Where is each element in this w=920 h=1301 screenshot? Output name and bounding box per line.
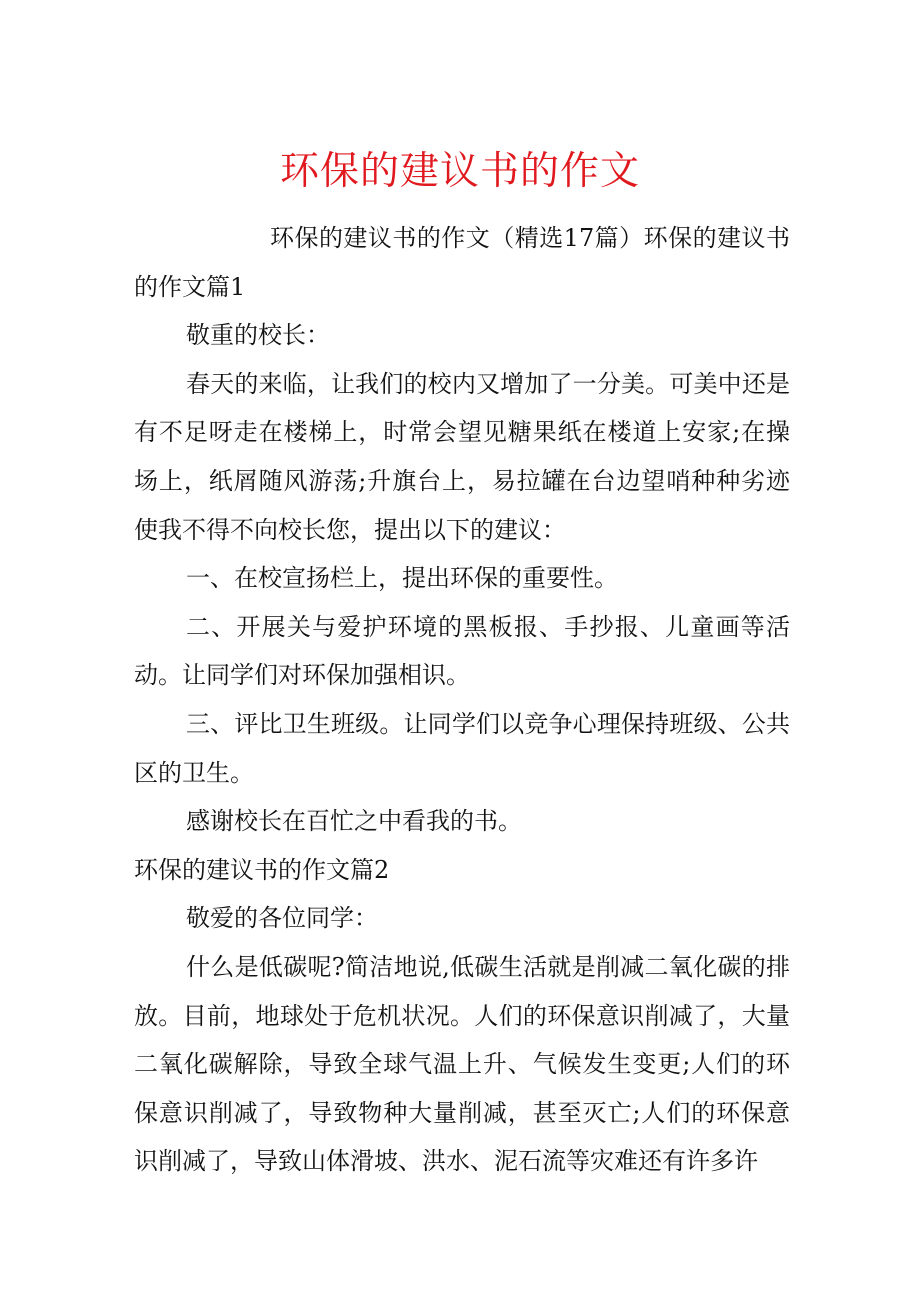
subtitle-paragraph: 环保的建议书的作文（精选17篇）环保的建议书的作文篇1 [134, 224, 790, 301]
suggestion-item: 二、开展关与爱护环境的黑板报、手抄报、儿童画等活动。让同学们对环保加强相识。 [134, 612, 790, 690]
section-heading: 环保的建议书的作文篇2 [134, 855, 390, 884]
salutation-paragraph: 敬重的校长： [186, 321, 330, 350]
document-title: 环保的建议书的作文 [279, 149, 640, 194]
closing-paragraph: 感谢校长在百忙之中看我的书。 [186, 807, 522, 836]
body-paragraph: 什么是低碳呢?简洁地说,低碳生活就是削减二氧化碳的排放。目前，地球处于危机状况。人们的环保意识削减了，大量二氧化碳解除，导致全球气温上升、气候发生变更;人们的环保意识削减了，导致物种大量削减，甚至灭亡;人们的环保意识削减了，导致山体滑坡、洪水、泥石流等灾难还有许多许 [134, 952, 790, 1176]
body-paragraph: 春天的来临，让我们的校内又增加了一分美。可美中还是有不足呀走在楼梯上，时常会望见糖果纸在楼道上安家;在操场上，纸屑随风游荡;升旗台上，易拉罐在台边望哨种种劣迹使我不得不向校长您，提出以下的建议： [134, 369, 790, 544]
suggestion-item: 一、在校宣扬栏上，提出环保的重要性。 [186, 564, 618, 593]
salutation-paragraph: 敬爱的各位同学： [186, 904, 378, 933]
document-body [134, 214, 790, 1186]
suggestion-item: 三、评比卫生班级。让同学们以竞争心理保持班级、公共区的卫生。 [134, 709, 790, 787]
